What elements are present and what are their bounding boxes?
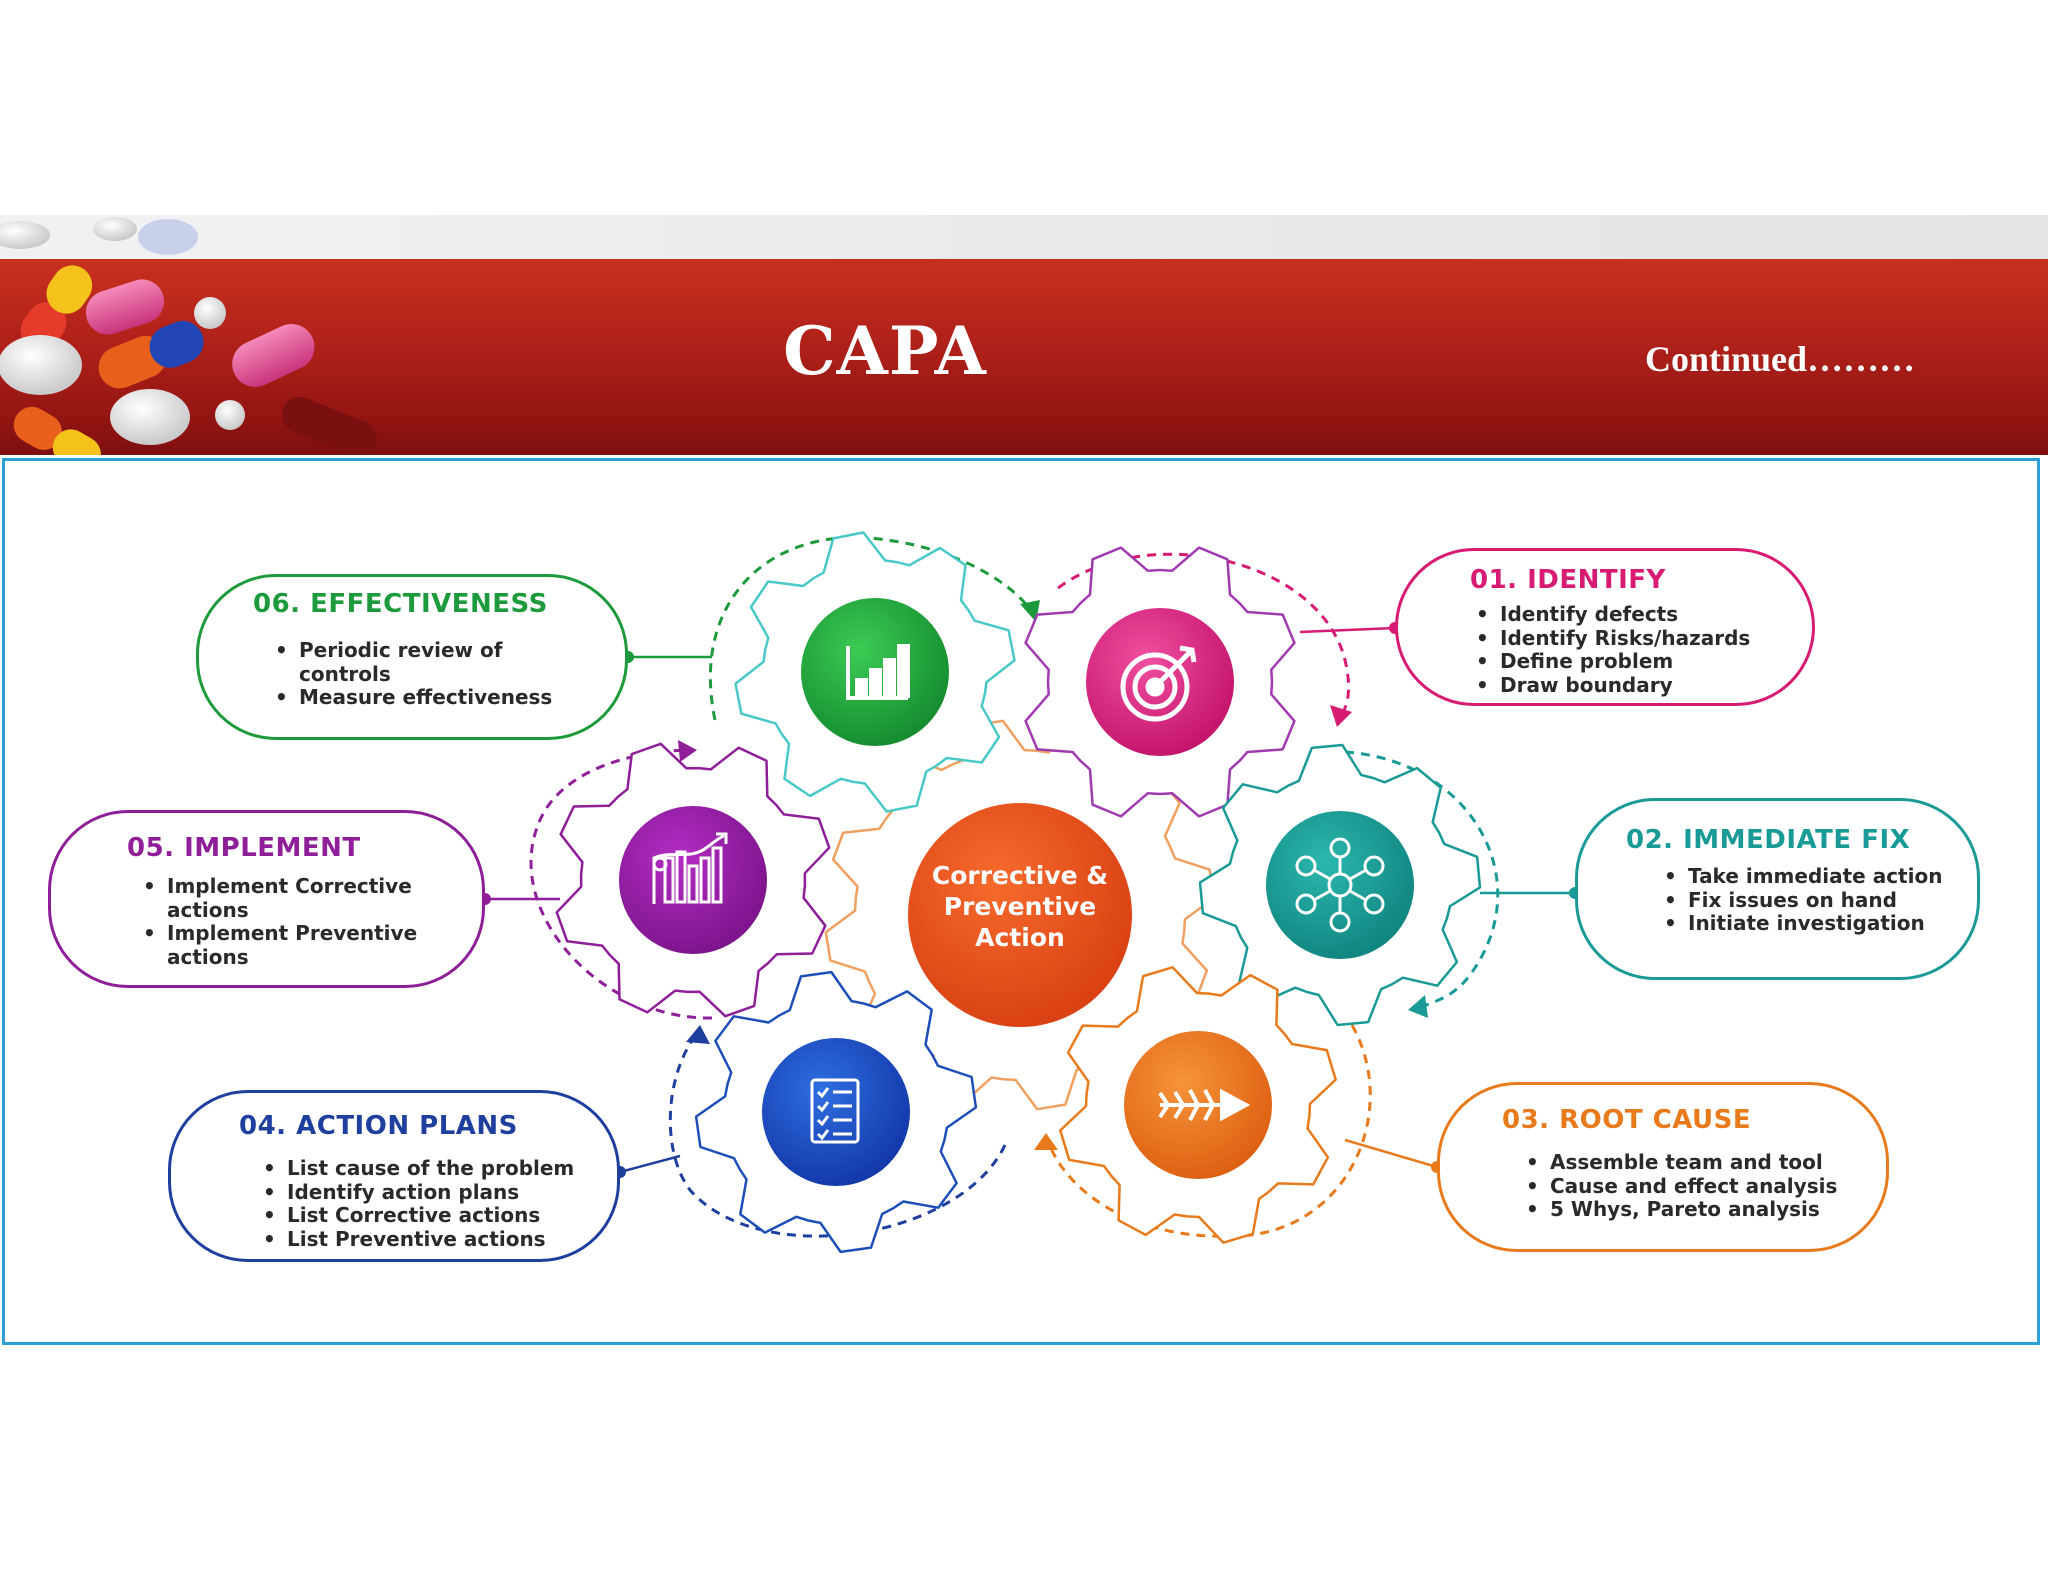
implement-icon-circle: [619, 806, 767, 954]
step-list-root-cause: [1526, 1151, 1900, 1222]
list-item: • Measure effectiveness: [299, 686, 589, 710]
action-plans-icon-circle: [762, 1038, 910, 1186]
step-list-implement: [143, 875, 467, 969]
step-box-effectiveness: [196, 574, 628, 740]
step-box-action-plans: [168, 1090, 620, 1262]
step-title-effectiveness: 06. EFFECTIVENESS: [253, 589, 548, 619]
step-title-implement: 05. IMPLEMENT: [127, 833, 361, 863]
list-item: • Implement Corrective actions: [167, 875, 467, 922]
step-list-action-plans: [263, 1157, 627, 1251]
list-item: • Take immediate action: [1688, 865, 1958, 889]
list-item: • Identify action plans: [287, 1181, 627, 1205]
list-item: • List cause of the problem: [287, 1157, 627, 1181]
list-item: • Identify defects: [1500, 603, 1830, 627]
center-label: Corrective & Preventive Action: [931, 861, 1109, 952]
list-item: • 5 Whys, Pareto analysis: [1550, 1198, 1900, 1222]
list-item: • Assemble team and tool: [1550, 1151, 1900, 1175]
list-item: • Implement Preventive actions: [167, 922, 467, 969]
list-item: • List Corrective actions: [287, 1204, 627, 1228]
connector-1: [1300, 628, 1395, 632]
page-title: CAPA: [783, 312, 987, 390]
list-item: • Identify Risks/hazards: [1500, 627, 1830, 651]
list-item: • Periodic review of controls: [299, 639, 589, 686]
step-title-action-plans: 04. ACTION PLANS: [239, 1111, 518, 1141]
list-item: • Initiate investigation: [1688, 912, 1958, 936]
list-item: • Draw boundary: [1500, 674, 1830, 698]
connector-4: [620, 1156, 680, 1172]
immediate-fix-icon-circle: [1266, 811, 1414, 959]
step-box-root-cause: [1437, 1082, 1889, 1252]
step-title-root-cause: 03. ROOT CAUSE: [1502, 1105, 1752, 1135]
step-title-identify: 01. IDENTIFY: [1470, 565, 1666, 595]
continued-label: Continued………: [1644, 339, 1916, 379]
step-box-identify: [1395, 548, 1815, 706]
step-title-immediate-fix: 02. IMMEDIATE FIX: [1626, 825, 1911, 855]
list-item: • Fix issues on hand: [1688, 889, 1958, 913]
step-list-immediate-fix: [1664, 865, 1958, 936]
step-list-identify: [1476, 603, 1830, 697]
list-item: • List Preventive actions: [287, 1228, 627, 1252]
list-item: • Define problem: [1500, 650, 1830, 674]
step-box-immediate-fix: [1575, 798, 1980, 980]
step-list-effectiveness: [275, 639, 589, 710]
step-box-implement: [48, 810, 485, 988]
list-item: • Cause and effect analysis: [1550, 1175, 1900, 1199]
